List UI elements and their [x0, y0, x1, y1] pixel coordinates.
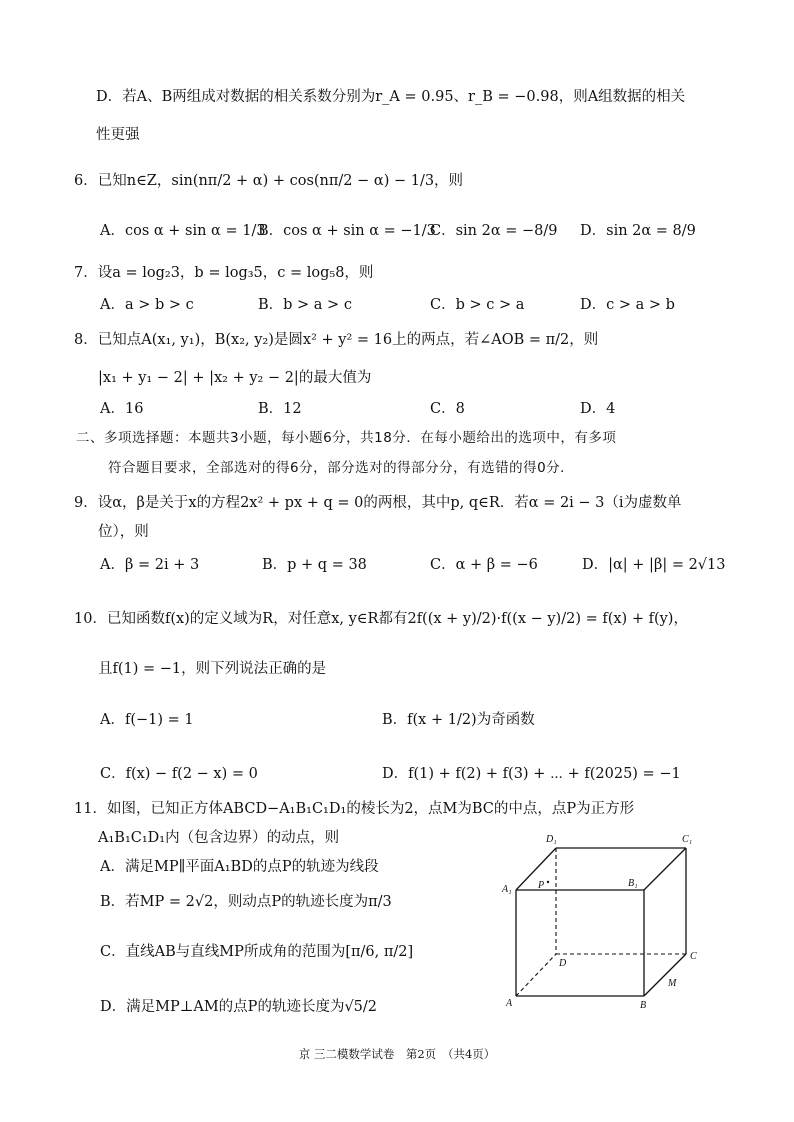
q6-option-b: B．cos α + sin α = −1/3 — [258, 223, 436, 239]
label-b: B — [640, 1000, 647, 1011]
label-d1: D₁ — [546, 834, 557, 845]
label-p: P — [538, 880, 545, 891]
q7-option-c: C．b > c > a — [430, 297, 525, 313]
edge-c1-b1 — [644, 848, 686, 890]
q9-option-d: D．|α| + |β| = 2√13 — [582, 557, 726, 573]
edge-a-d — [516, 954, 556, 996]
q7-stem: 7．设a = log₂3，b = log₃5，c = log₅8，则 — [74, 265, 374, 281]
q8-option-a: A．16 — [100, 401, 144, 417]
q6-option-a: A．cos α + sin α = 1/3 — [100, 223, 266, 239]
q10-stem-line2: 且f(1) = −1，则下列说法正确的是 — [98, 661, 327, 677]
edge-b-c — [644, 954, 686, 996]
q8-option-b: B．12 — [258, 401, 302, 417]
q7-option-a: A．a > b > c — [100, 297, 194, 313]
section-2-heading-line2: 符合题目要求，全部选对的得6分，部分选对的得部分分，有选错的得0分． — [108, 460, 575, 476]
label-a: A — [506, 998, 513, 1009]
q5-option-d-line1: D．若A、B两组成对数据的相关系数分别为r_A = 0.95、r_B = −0.98，则A组数据的相关 — [96, 89, 686, 105]
q9-option-a: A．β = 2i + 3 — [100, 557, 200, 573]
label-b1: B₁ — [628, 878, 638, 889]
q11-option-c: C．直线AB与直线MP所成角的范围为[π/6, π/2] — [100, 944, 414, 960]
label-c1: C₁ — [682, 834, 693, 845]
q6-option-c: C．sin 2α = −8/9 — [430, 223, 558, 239]
q9-stem-line2: 位），则 — [98, 524, 149, 540]
label-a1: A₁ — [502, 884, 512, 895]
q10-option-a: A．f(−1) = 1 — [100, 712, 194, 728]
q5-option-d-line2: 性更强 — [96, 127, 140, 143]
cube-figure — [496, 828, 706, 1018]
q9-option-b: B．p + q = 38 — [262, 557, 367, 573]
q10-stem-line1: 10．已知函数f(x)的定义域为R，对任意x, y∈R都有2f((x + y)/2)·f((x − y)/2) = f(x) + f(y)， — [74, 611, 688, 627]
q11-option-a: A．满足MP∥平面A₁BD的点P的轨迹为线段 — [100, 859, 379, 875]
q11-option-b: B．若MP = 2√2，则动点P的轨迹长度为π/3 — [100, 894, 392, 910]
q11-option-d: D．满足MP⊥AM的点P的轨迹长度为√5/2 — [100, 999, 378, 1015]
q6-stem: 6．已知n∈Z，sin(nπ/2 + α) + cos(nπ/2 − α) − 1/3，则 — [74, 173, 464, 189]
section-2-heading-line1: 二、多项选择题：本题共3小题，每小题6分，共18分．在每小题给出的选项中，有多项 — [76, 430, 617, 446]
q10-option-c: C．f(x) − f(2 − x) = 0 — [100, 766, 258, 782]
q8-option-d: D．4 — [580, 401, 616, 417]
edge-a1-d1 — [516, 848, 556, 890]
q8-option-c: C．8 — [430, 401, 465, 417]
point-p-dot — [547, 881, 549, 883]
q10-option-b: B．f(x + 1/2)为奇函数 — [382, 712, 535, 728]
q8-stem-line1: 8．已知点A(x₁, y₁)，B(x₂, y₂)是圆x² + y² = 16上的两点，若∠AOB = π/2，则 — [74, 332, 599, 348]
q11-stem-line1: 11．如图，已知正方体ABCD−A₁B₁C₁D₁的棱长为2，点M为BC的中点，点P为正方形 — [74, 801, 635, 817]
label-d: D — [559, 958, 567, 969]
q9-stem-line1: 9．设α，β是关于x的方程2x² + px + q = 0的两根，其中p, q∈R．若α = 2i − 3（i为虚数单 — [74, 495, 682, 511]
page-footer: 京 三二模数学试卷 第2页 （共4页） — [298, 1047, 496, 1061]
q7-option-b: B．b > a > c — [258, 297, 352, 313]
label-m: M — [668, 978, 677, 989]
q10-option-d: D．f(1) + f(2) + f(3) + ⋯ + f(2025) = −1 — [382, 766, 681, 782]
label-c: C — [690, 951, 697, 962]
q9-option-c: C．α + β = −6 — [430, 557, 538, 573]
q7-option-d: D．c > a > b — [580, 297, 675, 313]
q6-option-d: D．sin 2α = 8/9 — [580, 223, 696, 239]
q11-stem-line2: A₁B₁C₁D₁内（包含边界）的动点，则 — [98, 830, 340, 846]
q8-stem-line2: |x₁ + y₁ − 2| + |x₂ + y₂ − 2|的最大值为 — [98, 370, 372, 386]
